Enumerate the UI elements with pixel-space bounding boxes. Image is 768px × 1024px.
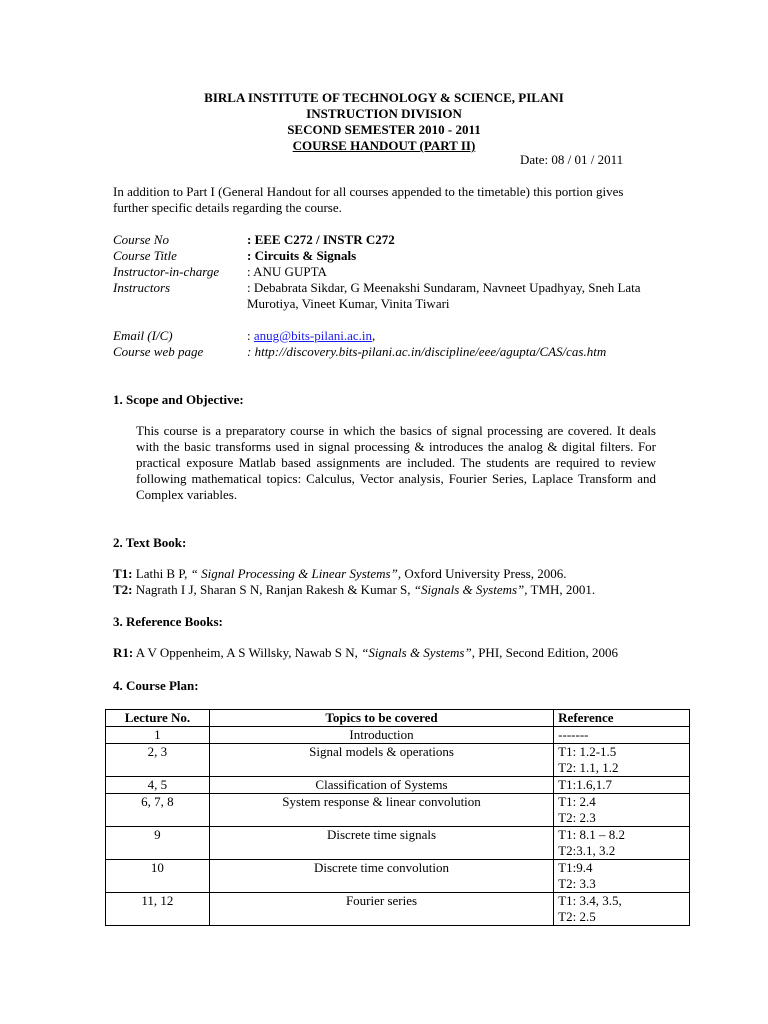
document-header [0, 90, 768, 154]
r1-title: “Signals & Systems” [361, 645, 472, 660]
reference-cell: T1:1.6,1.7 [554, 777, 690, 794]
reference-book-r1 [113, 645, 673, 661]
text-book-t1 [113, 566, 673, 582]
table-row [106, 794, 690, 827]
topic-cell: Discrete time convolution [209, 860, 553, 893]
r1-publisher: , PHI, Second Edition, 2006 [471, 645, 618, 660]
r1-authors: A V Oppenheim, A S Willsky, Nawab S N, [133, 645, 362, 660]
instructors-label: Instructors [113, 280, 171, 295]
scope-paragraph: This course is a preparatory course in which the basics of signal processing are covered. It deals with the basic transforms used in signal processing & introduces the analog & digital filters. For practical exposure Matlab based assignments are included. The students are required to review following mathematical topics: Calculus, Vector analysis, Fourier Series, Laplace Transform and Complex variables. [136, 423, 656, 502]
intro-paragraph: In addition to Part I (General Handout for all courses appended to the timetable) this portion gives further specific details regarding the course. [113, 184, 624, 215]
reference-cell: ------- [554, 727, 690, 744]
course-title-value: : Circuits & Signals [247, 248, 357, 263]
topic-cell: Introduction [209, 727, 553, 744]
topic-cell: System response & linear convolution [209, 794, 553, 827]
reference-cell: T1: 3.4, 3.5, T2: 2.5 [554, 893, 690, 926]
table-row [106, 727, 690, 744]
semester-line: SECOND SEMESTER 2010 - 2011 [287, 122, 481, 137]
email-link[interactable]: anug@bits-pilani.ac.in [253, 328, 372, 343]
institute-name: BIRLA INSTITUTE OF TECHNOLOGY & SCIENCE, PILANI [204, 90, 564, 105]
handout-date: Date: 08 / 01 / 2011 [520, 152, 624, 167]
table-row [106, 827, 690, 860]
t2-label: T2: [113, 582, 133, 597]
text-book-t2 [113, 582, 673, 598]
t1-publisher: Oxford University Press, 2006. [401, 566, 567, 581]
lecture-cell: 1 [106, 727, 210, 744]
lecture-cell: 4, 5 [106, 777, 210, 794]
course-plan-table [105, 709, 690, 926]
course-no-value: : EEE C272 / INSTR C272 [247, 232, 395, 247]
t1-authors: Lathi B P, [132, 566, 191, 581]
table-row [106, 777, 690, 794]
web-page-value: : http://discovery.bits-pilani.ac.in/discipline/eee/agupta/CAS/cas.htm [247, 344, 607, 359]
table-row [106, 893, 690, 926]
column-header-lecture: Lecture No. [106, 710, 210, 727]
table-row [106, 860, 690, 893]
course-no-label: Course No [113, 232, 169, 247]
topic-cell: Fourier series [209, 893, 553, 926]
course-title-label: Course Title [113, 248, 177, 263]
instructor-in-charge-label: Instructor-in-charge [113, 264, 220, 279]
scope-heading: 1. Scope and Objective: [113, 392, 244, 407]
email-label: Email (I/C) [113, 328, 173, 343]
topic-cell: Discrete time signals [209, 827, 553, 860]
handout-title: COURSE HANDOUT (PART II) [292, 138, 476, 153]
instructors-value: : Debabrata Sikdar, G Meenakshi Sundaram, Navneet Upadhyay, Sneh Lata Murotiya, Vineet Kumar, Vinita Tiwari [247, 280, 641, 311]
t2-title: “Signals & Systems” [413, 582, 525, 597]
lecture-cell: 9 [106, 827, 210, 860]
reference-cell: T1:9.4 T2: 3.3 [554, 860, 690, 893]
email-prefix: : [247, 328, 254, 343]
email-value [247, 328, 667, 344]
column-header-reference: Reference [554, 710, 690, 727]
lecture-cell: 10 [106, 860, 210, 893]
table-row [106, 744, 690, 777]
web-page-label: Course web page [113, 344, 204, 359]
t1-title: “ Signal Processing & Linear Systems”, [190, 566, 402, 581]
text-book-heading: 2. Text Book: [113, 535, 187, 550]
reference-cell: T1: 1.2-1.5 T2: 1.1, 1.2 [554, 744, 690, 777]
instructor-in-charge-value: : ANU GUPTA [247, 264, 327, 279]
topic-cell: Classification of Systems [209, 777, 553, 794]
lecture-cell: 6, 7, 8 [106, 794, 210, 827]
lecture-cell: 11, 12 [106, 893, 210, 926]
table-header-row [106, 710, 690, 727]
course-plan-heading: 4. Course Plan: [113, 678, 199, 693]
division-name: INSTRUCTION DIVISION [306, 106, 462, 121]
t2-authors: Nagrath I J, Sharan S N, Ranjan Rakesh & Kumar S, [132, 582, 414, 597]
topic-cell: Signal models & operations [209, 744, 553, 777]
t2-publisher: , TMH, 2001. [524, 582, 596, 597]
r1-label: R1: [113, 645, 134, 660]
email-suffix: , [372, 328, 376, 343]
reference-books-heading: 3. Reference Books: [113, 614, 223, 629]
t1-label: T1: [113, 566, 133, 581]
reference-cell: T1: 8.1 – 8.2 T2:3.1, 3.2 [554, 827, 690, 860]
reference-cell: T1: 2.4 T2: 2.3 [554, 794, 690, 827]
lecture-cell: 2, 3 [106, 744, 210, 777]
column-header-topics: Topics to be covered [209, 710, 553, 727]
